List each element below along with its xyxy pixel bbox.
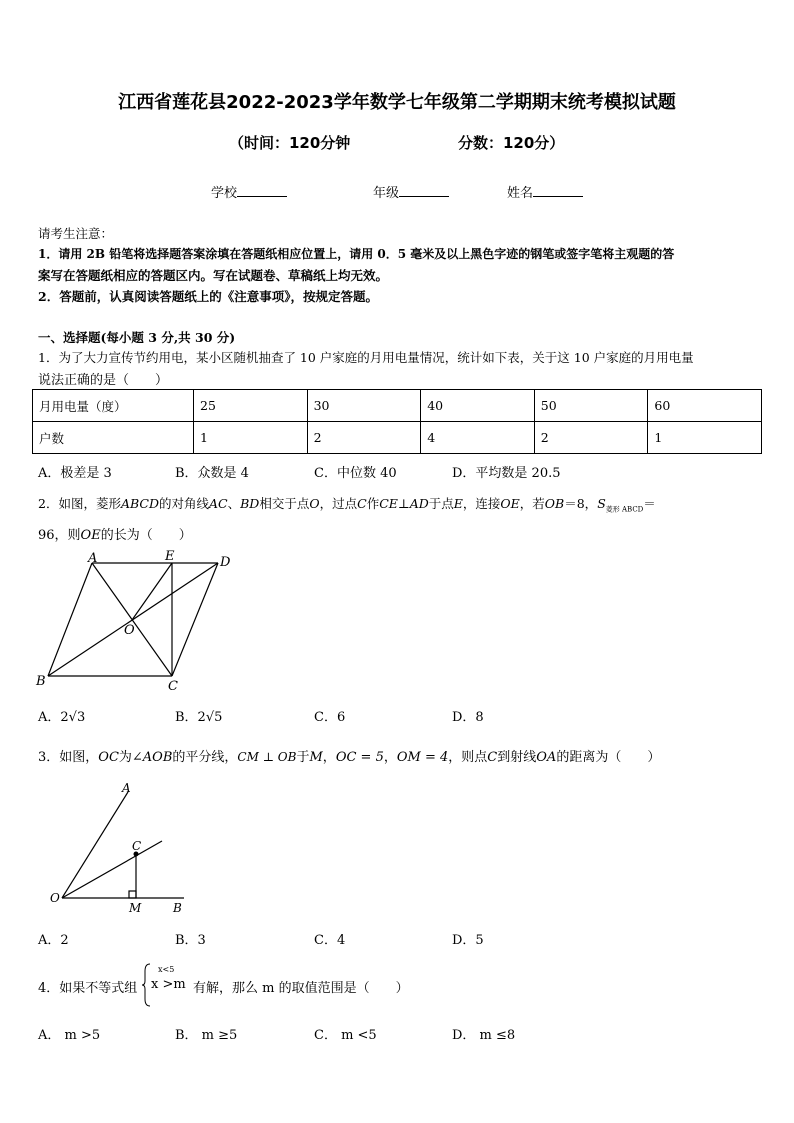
page-title: 江西省莲花县2022-2023学年数学七年级第二学期期末统考模拟试题: [118, 92, 676, 113]
label-d: D: [220, 555, 231, 570]
label-a: A: [122, 781, 131, 795]
label-b: B: [36, 674, 46, 689]
grade-field[interactable]: [373, 182, 449, 201]
table-cell: 2: [307, 422, 421, 454]
table-cell: 1: [194, 422, 308, 454]
table-row: [33, 390, 762, 422]
table-cell: 30: [307, 390, 421, 422]
q2-option-d[interactable]: D．8: [452, 710, 484, 725]
q2-option-b[interactable]: B．2√5: [175, 710, 223, 725]
q1-option-a[interactable]: A．极差是 3: [38, 466, 112, 481]
school-blank[interactable]: [237, 183, 287, 197]
table-cell: 60: [648, 390, 762, 422]
name-blank[interactable]: [533, 183, 583, 197]
ineq-bottom: x >m: [151, 977, 186, 992]
q4-stem-1: 4．如果不等式组: [38, 981, 138, 996]
ray-oc: [62, 841, 162, 898]
segment-oe: [132, 563, 172, 620]
q1-table: [32, 389, 762, 454]
table-cell: 4: [421, 422, 535, 454]
q2-option-a[interactable]: A．2√3: [38, 710, 86, 725]
q3-option-a[interactable]: A．2: [38, 933, 69, 948]
name-label: 姓名: [507, 186, 534, 201]
name-field[interactable]: [507, 182, 583, 201]
q1-option-b[interactable]: B．众数是 4: [175, 466, 249, 481]
label-b: B: [173, 901, 182, 915]
q2-rhombus-figure: [30, 548, 250, 693]
right-angle-mark: [129, 891, 136, 898]
q3-option-d[interactable]: D．5: [452, 933, 484, 948]
q2-stem: 2．如图，菱形ABCD的对角线AC、BD相交于点O，过点C作CE⊥AD于点E，连接OE，若OB＝8，$S_{菱形 ABCD}=$: [38, 496, 656, 514]
grade-blank[interactable]: [399, 183, 449, 197]
table-cell: 月用电量（度）: [33, 390, 194, 422]
q4-stem-2: 有解，那么 m 的取值范围是（ ）: [193, 981, 409, 996]
q1-option-c[interactable]: C．中位数 40: [314, 466, 397, 481]
table-cell: 1: [648, 422, 762, 454]
label-o: O: [50, 891, 60, 905]
grade-label: 年级: [373, 186, 400, 201]
q4-option-c[interactable]: C． m <5: [314, 1028, 377, 1043]
q1-stem-2: 说法正确的是（ ）: [38, 373, 169, 388]
notice-line-1b: 案写在答题纸相应的答题区内。写在试题卷、草稿纸上均无效。: [38, 268, 389, 283]
label-e: E: [165, 549, 175, 564]
notice-line-1a: 1．请用 2B 铅笔将选择题答案涂填在答题纸相应位置上，请用 0．5 毫米及以上黑色字迹的钢笔或签字笔将主观题的答: [38, 247, 675, 261]
label-m: M: [129, 901, 142, 915]
q4-option-a[interactable]: A． m >5: [38, 1028, 101, 1043]
table-cell: 25: [194, 390, 308, 422]
section-title: 一、选择题(每小题 3 分,共 30 分): [38, 330, 236, 345]
q2-option-c[interactable]: C．6: [314, 710, 346, 725]
notice-heading: 请考生注意：: [38, 226, 114, 241]
ineq-top: x<5: [158, 965, 175, 974]
notice-line-2: 2．答题前，认真阅读答题纸上的《注意事项》，按规定答题。: [38, 289, 378, 304]
exam-time: （时间：120分钟: [229, 134, 351, 152]
q4-option-b[interactable]: B． m ≥5: [175, 1028, 238, 1043]
table-cell: 50: [534, 390, 648, 422]
label-c: C: [132, 839, 142, 853]
q3-stem: 3．如图，OC为∠AOB的平分线，CM ⊥ OB于M，OC = 5，OM = 4，则点C到射线OA的距离为（ ）: [38, 750, 661, 765]
side-ab: [48, 563, 92, 676]
q1-stem-1: 1．为了大力宣传节约用电，某小区随机抽查了 10 户家庭的月用电量情况，统计如下表，关于这 10 户家庭的月用电量: [38, 350, 694, 365]
q3-option-c[interactable]: C．4: [314, 933, 346, 948]
school-field[interactable]: [211, 182, 287, 201]
table-cell: 2: [534, 422, 648, 454]
label-a: A: [88, 551, 98, 566]
exam-score: 分数：120分）: [458, 134, 565, 152]
q2-stem-2: 96，则OE的长为（ ）: [38, 528, 192, 543]
q3-option-b[interactable]: B．3: [175, 933, 206, 948]
table-cell: 40: [421, 390, 535, 422]
ray-oa: [62, 792, 128, 898]
table-row: [33, 422, 762, 454]
table-cell: 户数: [33, 422, 194, 454]
q1-option-d[interactable]: D．平均数是 20.5: [452, 466, 561, 481]
q4-option-d[interactable]: D． m ≤8: [452, 1028, 516, 1043]
school-label: 学校: [211, 186, 238, 201]
q3-angle-figure: [40, 778, 200, 918]
label-o: O: [124, 623, 135, 638]
side-cd: [172, 563, 218, 676]
label-c: C: [168, 679, 178, 693]
